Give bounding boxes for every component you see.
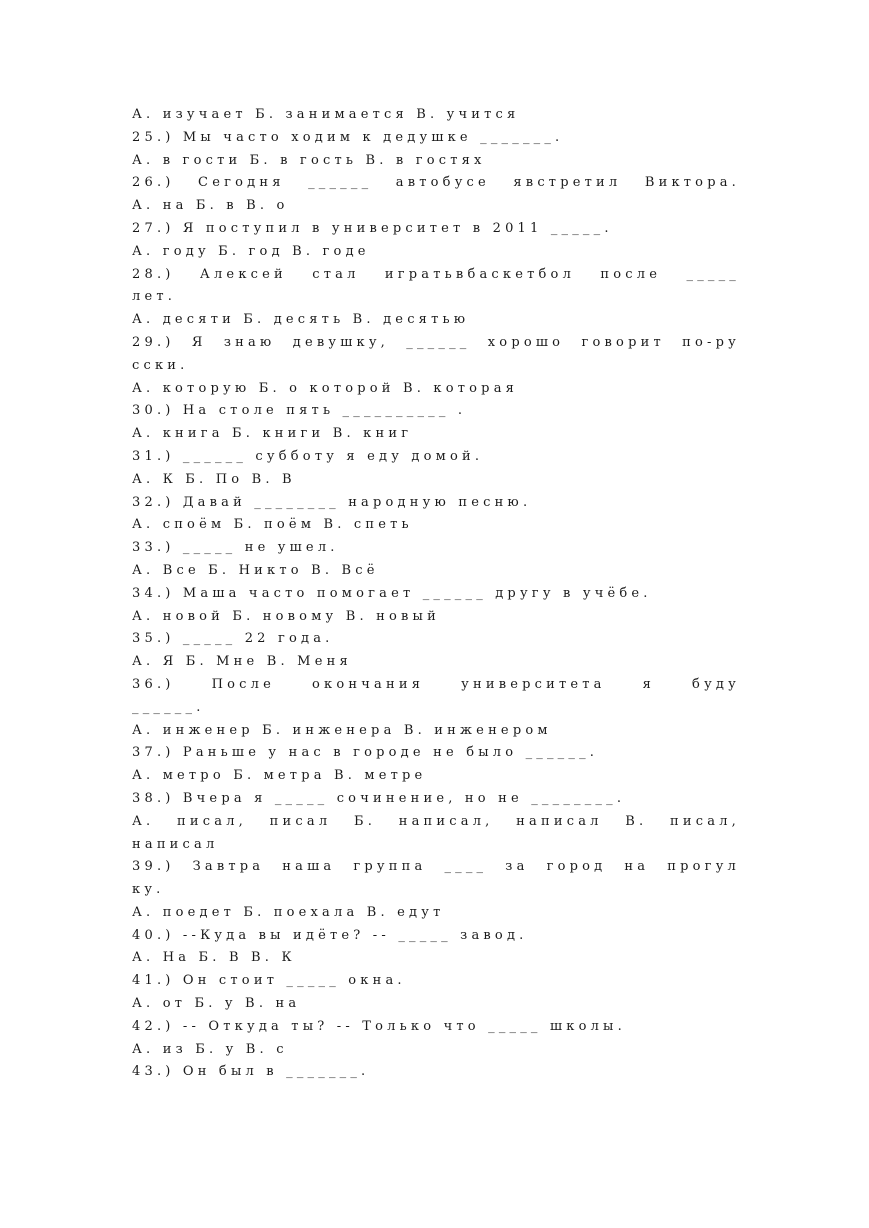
question-40: 40.) --Куда вы идёте? -- _____ завод. [132, 927, 528, 943]
answer-options-41: А. от Б. у В. на [132, 996, 301, 1012]
answer-options-40: А. На Б. В В. К [132, 950, 296, 966]
question-39: 39.) Завтра наша группа ____ за город на прогул [132, 859, 740, 875]
answer-options-34: А. новой Б. новому В. новый [132, 608, 440, 624]
question-43: 43.) Он был в _______. [132, 1064, 370, 1080]
question-29-continued: сски. [132, 357, 189, 373]
answer-options-35: А. Я Б. Мне В. Меня [132, 654, 352, 670]
question-32: 32.) Давай ________ народную песню. [132, 494, 532, 510]
question-33: 33.) _____ не ушел. [132, 540, 339, 556]
question-30: 30.) На столе пять __________ . [132, 403, 467, 419]
answer-options-39: А. поедет Б. поехала В. едут [132, 904, 445, 920]
answer-options-33: А. Все Б. Никто В. Всё [132, 562, 379, 578]
answer-options-42: А. из Б. у В. с [132, 1041, 288, 1057]
question-26: 26.) Сегодня ______ автобусе явстретил Виктора. [132, 175, 740, 191]
question-42: 42.) -- Откуда ты? -- Только что _____ школы. [132, 1018, 626, 1034]
question-36-continued: ______. [132, 699, 205, 715]
answer-options-29: А. которую Б. о которой В. которая [132, 380, 519, 396]
question-27: 27.) Я поступил в университет в 2011 _____. [132, 220, 613, 236]
question-25: 25.) Мы часто ходим к дедушке _______. [132, 129, 564, 145]
question-38: 38.) Вчера я _____ сочинение, но не ________. [132, 790, 626, 806]
answer-options-37: А. метро Б. метра В. метре [132, 768, 427, 784]
question-41: 41.) Он стоит _____ окна. [132, 973, 406, 989]
answer-options-38-continued: написал [132, 836, 219, 852]
question-28: 28.) Алексей стал игратьвбаскетбол после _____ [132, 266, 740, 282]
question-39-continued: ку. [132, 882, 165, 898]
answer-options-28: А. десяти Б. десять В. десятью [132, 312, 470, 328]
answer-options-38: А. писал, писал Б. написал, написал В. писал, [132, 813, 740, 829]
answer-options-25: А. в гости Б. в гость В. в гостях [132, 152, 486, 168]
question-35: 35.) _____ 22 года. [132, 631, 334, 647]
question-34: 34.) Маша часто помогает ______ другу в учёбе. [132, 585, 652, 601]
answer-options-27: А. году Б. год В. годе [132, 243, 370, 259]
text-line: А. изучает Б. занимается В. учится [132, 107, 520, 122]
question-31: 31.) ______ субботу я еду домой. [132, 448, 484, 464]
answer-options-31: А. К Б. По В. В [132, 471, 296, 487]
question-37: 37.) Раньше у нас в городе не было ______. [132, 745, 599, 761]
question-36: 36.) После окончания университета я буду [132, 676, 740, 692]
question-29: 29.) Я знаю девушку, ______ хорошо говорит по-ру [132, 334, 740, 350]
answer-options-26: А. на Б. в В. о [132, 198, 289, 214]
question-28-continued: лет. [132, 289, 177, 305]
answer-options-36: А. инженер Б. инженера В. инженером [132, 722, 552, 738]
answer-options-30: А. книга Б. книги В. книг [132, 426, 413, 442]
answer-options-32: А. споём Б. поём В. спеть [132, 517, 413, 533]
document-page [132, 104, 740, 1084]
